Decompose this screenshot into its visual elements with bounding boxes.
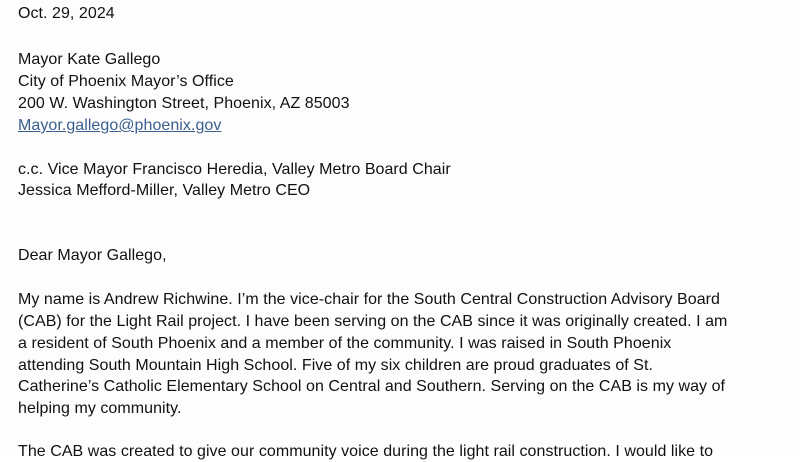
paragraph-line: (CAB) for the Light Rail project. I have been serving on the CAB since it was originally created. I am [18, 313, 728, 330]
recipient-office: City of Phoenix Mayor’s Office [18, 73, 234, 90]
cc-line-1: c.c. Vice Mayor Francisco Heredia, Valley Metro Board Chair [18, 161, 451, 178]
paragraph-line: Catherine’s Catholic Elementary School on Central and Southern. Serving on the CAB is my way of [18, 378, 726, 395]
paragraph-line: a resident of South Phoenix and a member of the community. I was raised in South Phoenix [18, 335, 672, 352]
body-paragraph-2-partial: The CAB was created to give our community voice during the light rail construction. I would like to [18, 443, 714, 460]
salutation: Dear Mayor Gallego, [18, 247, 167, 264]
paragraph-line: My name is Andrew Richwine. I’m the vice-chair for the South Central Construction Advisory Board [18, 291, 720, 308]
letter-date: Oct. 29, 2024 [18, 5, 115, 22]
paragraph-line: helping my community. [18, 400, 182, 417]
paragraph-line: attending South Mountain High School. Five of my six children are proud graduates of St. [18, 357, 653, 374]
cc-line-2: Jessica Mefford-Miller, Valley Metro CEO [18, 182, 311, 199]
recipient-address: 200 W. Washington Street, Phoenix, AZ 85003 [18, 95, 350, 112]
recipient-email-link[interactable]: Mayor.gallego@phoenix.gov [18, 117, 222, 134]
recipient-name: Mayor Kate Gallego [18, 51, 161, 68]
